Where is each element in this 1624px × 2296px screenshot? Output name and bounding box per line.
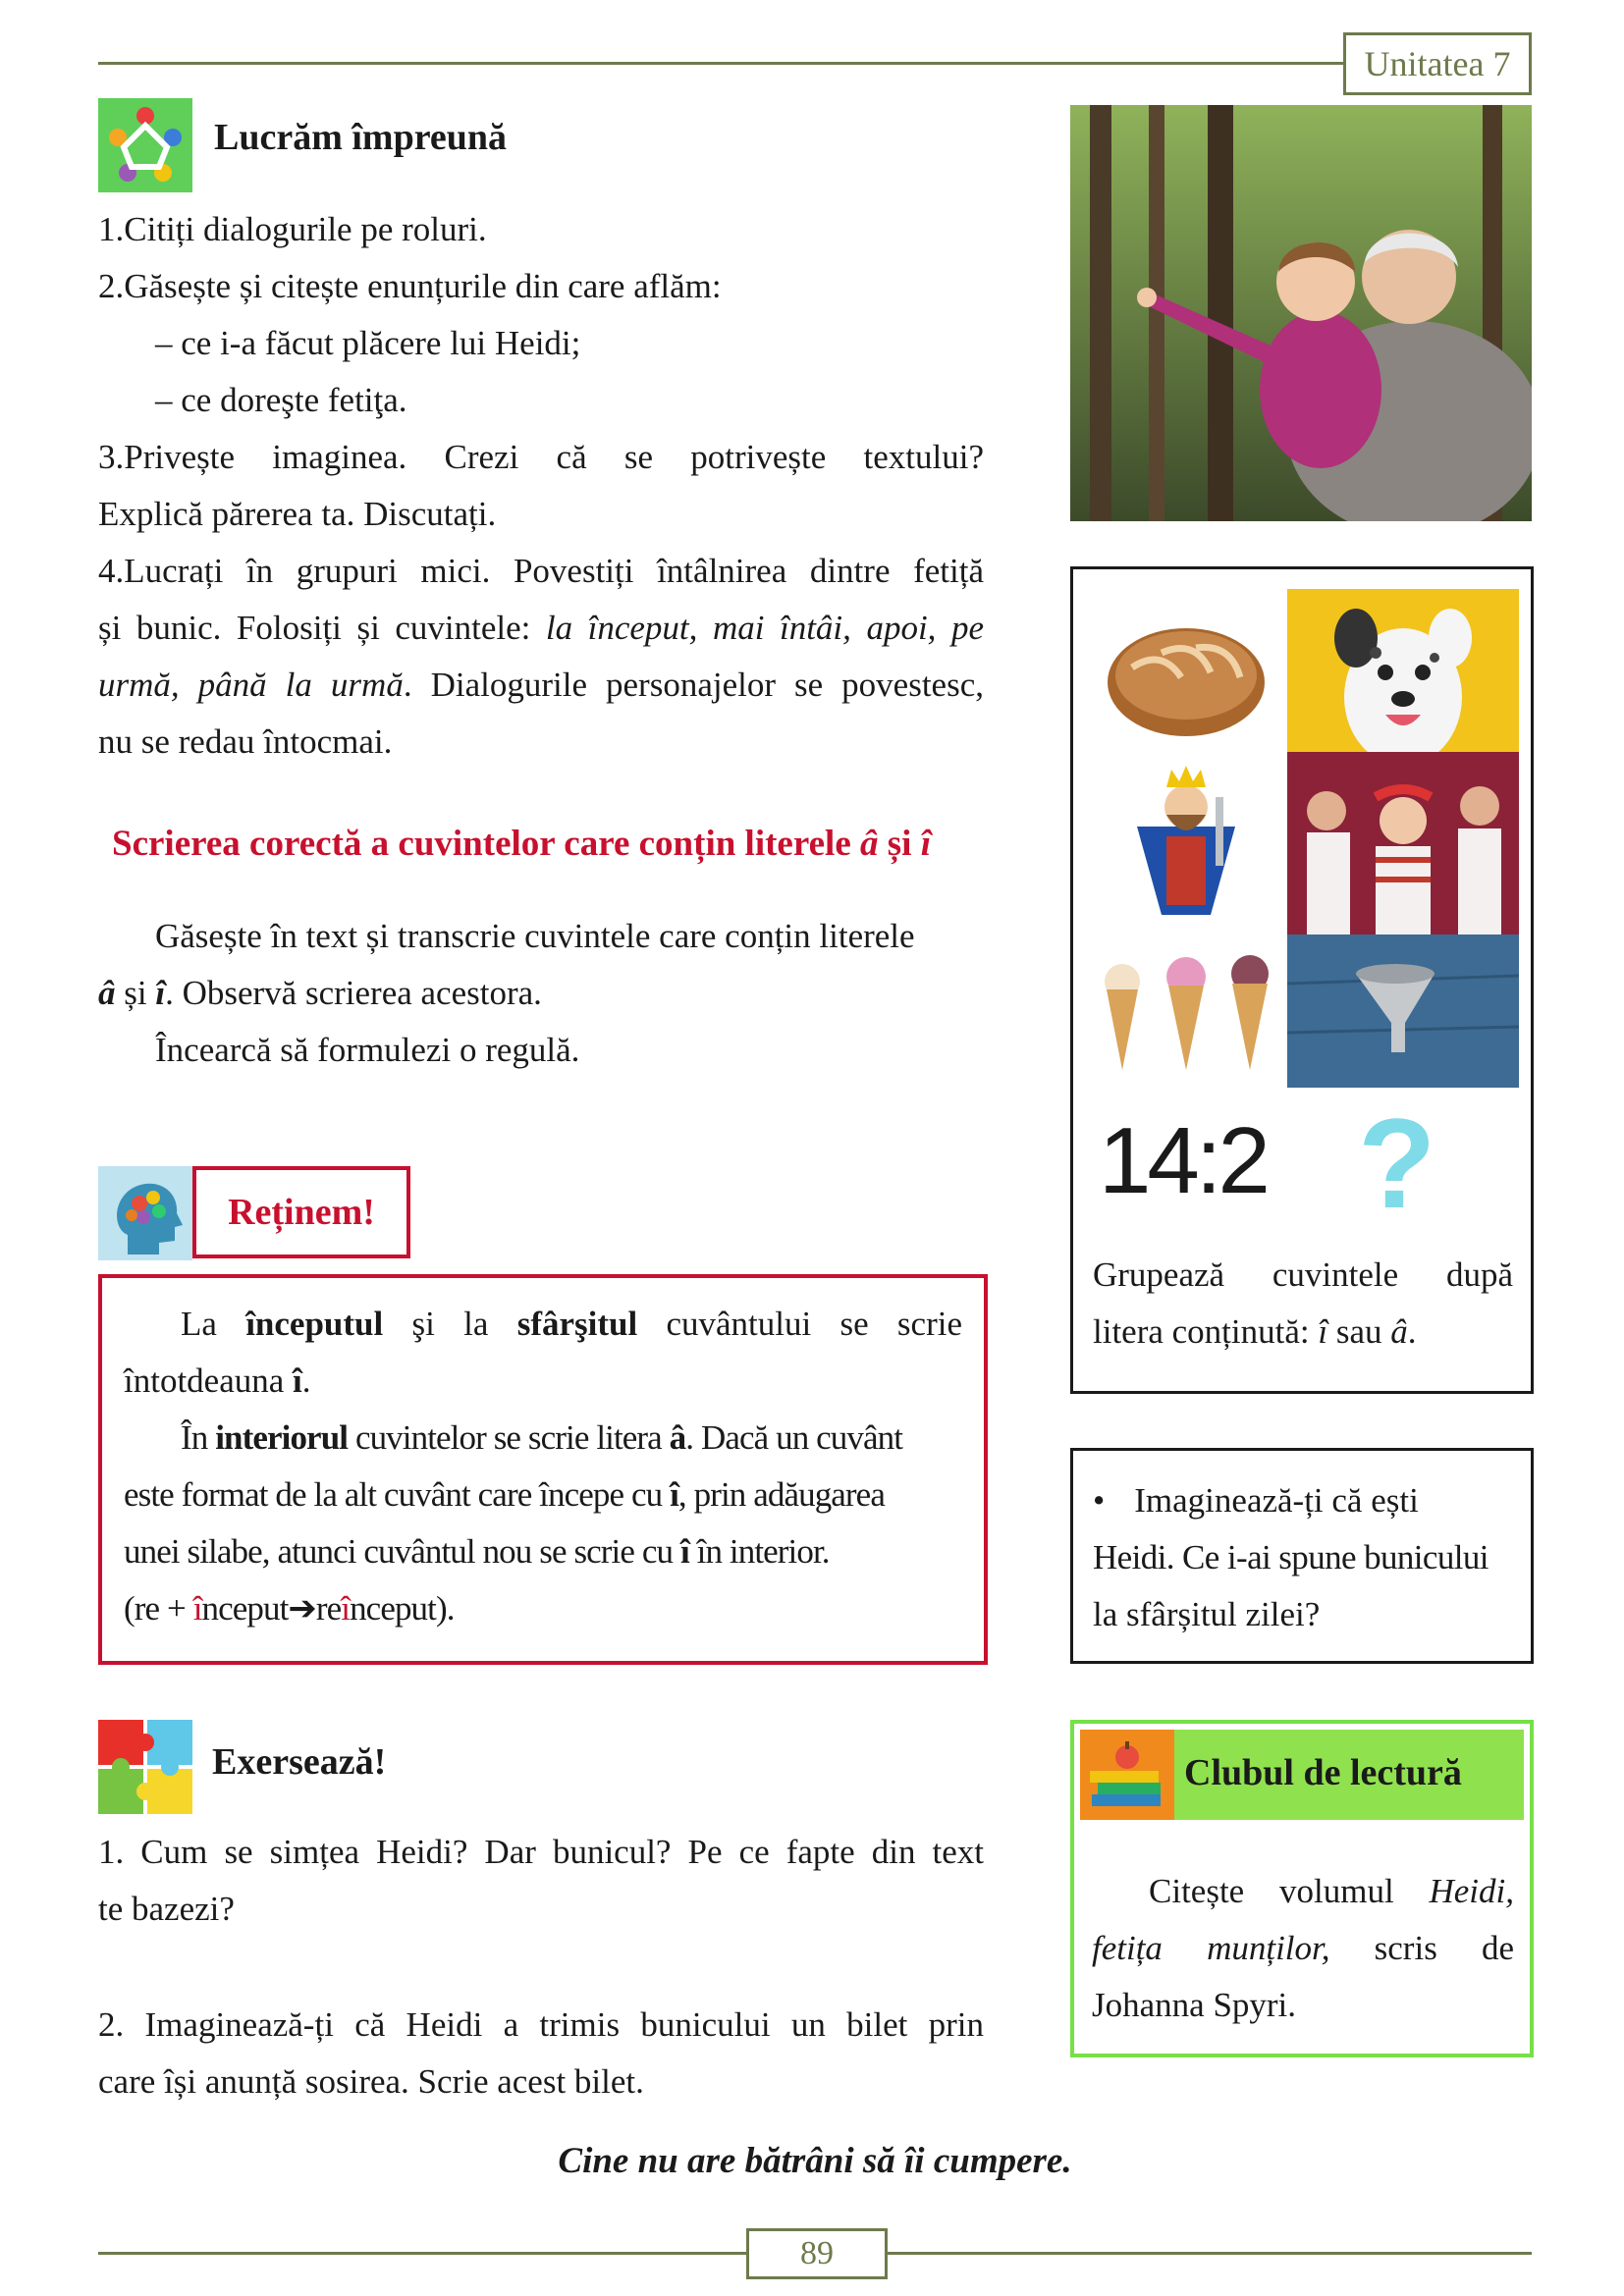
spelling-title bbox=[112, 823, 931, 865]
text: Imaginează-ți că ești bbox=[1134, 1481, 1419, 1520]
imagine-panel bbox=[1070, 1448, 1534, 1664]
list-item-italic: urmă, până la urmă bbox=[98, 666, 404, 704]
text-line bbox=[1092, 1920, 1514, 1977]
text-line bbox=[1092, 1863, 1514, 1920]
list-item bbox=[98, 600, 984, 657]
rule-line bbox=[124, 1580, 962, 1637]
text: unei silabe, atunci cuvântul nou se scrie cu bbox=[124, 1532, 680, 1571]
spelling-p3: Încearcă să formulezi o regulă. bbox=[155, 1031, 580, 1069]
rule-line bbox=[124, 1523, 962, 1580]
letter-a: â bbox=[860, 824, 879, 864]
spelling-body bbox=[98, 908, 984, 1079]
text: nceput bbox=[201, 1589, 289, 1628]
text: sau bbox=[1327, 1312, 1391, 1351]
list-item: 1.Citiți dialogurile pe roluri. bbox=[98, 210, 487, 248]
list-item: – ce doreşte fetiţa. bbox=[155, 381, 407, 419]
exercise-q1: 1. Cum se simțea Heidi? Dar bunicul? Pe ce fapte din text bbox=[98, 1833, 984, 1871]
text: şi la bbox=[383, 1305, 517, 1343]
question-mark-icon: ? bbox=[1358, 1092, 1436, 1235]
bullet: • bbox=[1093, 1481, 1106, 1520]
text: re bbox=[315, 1589, 342, 1628]
red-letter: î bbox=[192, 1589, 202, 1628]
exercise-q2: 2. Imaginează-ți că Heidi a trimis bunicului un bilet prin bbox=[98, 2005, 984, 2044]
ice-cream-icon bbox=[1093, 942, 1279, 1080]
letter-a: â bbox=[98, 974, 116, 1012]
header-rule bbox=[98, 62, 1343, 65]
text: litera conținută: bbox=[1093, 1312, 1319, 1351]
rule-line bbox=[124, 1410, 962, 1467]
reading-club-header bbox=[1080, 1730, 1524, 1820]
list-item bbox=[98, 657, 984, 714]
list-item: Explică părerea ta. Discutați. bbox=[98, 495, 497, 533]
rule-line bbox=[124, 1296, 962, 1353]
bold-text: î bbox=[670, 1475, 678, 1514]
book-title: fetița munților, bbox=[1092, 1929, 1330, 1967]
text: (re + bbox=[124, 1589, 193, 1628]
team-icon bbox=[98, 98, 192, 192]
section-title-exercise: Exersează! bbox=[212, 1741, 387, 1783]
exercise-q1: te bazezi? bbox=[98, 1890, 235, 1928]
text-line: Heidi. Ce i-ai spune bunicului bbox=[1093, 1538, 1489, 1576]
imagine-text bbox=[1093, 1472, 1525, 1643]
word: după bbox=[1445, 1255, 1513, 1294]
text-line bbox=[1093, 1304, 1513, 1361]
reading-club-panel bbox=[1070, 1720, 1534, 2057]
text-line bbox=[1093, 1472, 1525, 1529]
letter-a: â bbox=[1390, 1312, 1408, 1351]
bread-icon bbox=[1103, 609, 1270, 746]
red-letter: î bbox=[341, 1589, 351, 1628]
dog-photo bbox=[1287, 589, 1519, 752]
list-item-text: . Dialogurile personajelor se povestesc, bbox=[403, 666, 984, 704]
list-item-text: și bunic. Folosiți și cuvintele: bbox=[98, 609, 546, 647]
text: În bbox=[181, 1418, 216, 1457]
page-number: 89 bbox=[746, 2228, 888, 2279]
list-item-italic: la început, mai întâi, apoi, pe bbox=[545, 609, 984, 647]
letter-i: î bbox=[1318, 1312, 1328, 1351]
list-item: 4.Lucrați în grupuri mici. Povestiți întâlnirea dintre fetiță bbox=[98, 552, 984, 590]
spelling-title-and: și bbox=[878, 824, 921, 864]
funnel-photo bbox=[1287, 934, 1519, 1088]
spelling-p2 bbox=[98, 965, 984, 1022]
remember-label-box bbox=[192, 1166, 410, 1258]
text: scris de bbox=[1329, 1929, 1514, 1967]
text: cuvintelor se scrie litera bbox=[348, 1418, 670, 1457]
text: este format de la alt cuvânt care începe cu bbox=[124, 1475, 671, 1514]
grouping-panel bbox=[1070, 566, 1534, 1394]
bold-text: â bbox=[669, 1418, 686, 1457]
list-item: – ce i-a făcut plăcere lui Heidi; bbox=[155, 324, 581, 362]
text: La bbox=[181, 1305, 246, 1343]
text: , prin adăugarea bbox=[677, 1475, 885, 1514]
puzzle-icon bbox=[98, 1720, 192, 1814]
exercise-q2: care își anunță sosirea. Scrie acest bilet. bbox=[98, 2062, 644, 2101]
remember-label: Reținem! bbox=[228, 1192, 375, 1233]
text-line: Johanna Spyri. bbox=[1092, 1986, 1297, 2024]
folk-dancers-photo bbox=[1287, 752, 1519, 934]
word: cuvintele bbox=[1272, 1255, 1399, 1294]
bold-text: începutul bbox=[245, 1305, 384, 1343]
text: . Observă scrierea acestora. bbox=[165, 974, 542, 1012]
grouping-text bbox=[1093, 1247, 1513, 1361]
bold-text: î bbox=[293, 1362, 302, 1400]
spelling-p1: Găsește în text și transcrie cuvintele care conțin literele bbox=[155, 917, 915, 955]
reading-club-title: Clubul de lectură bbox=[1184, 1752, 1462, 1793]
bold-text: î bbox=[679, 1532, 689, 1571]
text-line bbox=[1093, 1247, 1513, 1304]
list-item: nu se redau întocmai. bbox=[98, 722, 393, 761]
letter-i: î bbox=[920, 824, 931, 864]
text: întotdeauna bbox=[124, 1362, 294, 1400]
bold-text: sfârşitul bbox=[516, 1305, 638, 1343]
number-label: 14:2 bbox=[1099, 1108, 1267, 1213]
text: . Dacă un cuvânt bbox=[685, 1418, 903, 1457]
text: cuvântului se scrie bbox=[637, 1305, 963, 1343]
rule-line bbox=[124, 1353, 962, 1410]
king-icon bbox=[1122, 758, 1250, 925]
exercise-body bbox=[98, 1824, 984, 2110]
word: Grupează bbox=[1093, 1255, 1225, 1294]
photo-grandfather-girl bbox=[1070, 105, 1532, 521]
proverb: Cine nu are bătrâni să îi cumpere. bbox=[558, 2141, 1072, 2181]
book-title: Heidi, bbox=[1429, 1872, 1514, 1910]
remember-box bbox=[98, 1274, 988, 1665]
text: în interior. bbox=[688, 1532, 830, 1571]
list-item: 2.Găsește și citește enunțurile din care aflăm: bbox=[98, 267, 722, 305]
unit-label: Unitatea 7 bbox=[1343, 32, 1532, 95]
text: . bbox=[1407, 1312, 1417, 1351]
text: nceput). bbox=[350, 1589, 455, 1628]
reading-club-text bbox=[1092, 1863, 1514, 2034]
text: și bbox=[115, 974, 156, 1012]
letter-i: î bbox=[155, 974, 166, 1012]
books-apple-icon bbox=[1080, 1730, 1174, 1820]
section-title-work-together: Lucrăm împreună bbox=[214, 117, 508, 158]
spelling-title-text: Scrierea corectă a cuvintelor care conțin literele bbox=[112, 824, 860, 864]
text: Citește volumul bbox=[1149, 1872, 1430, 1910]
rule-line bbox=[124, 1467, 962, 1523]
text: . bbox=[301, 1362, 311, 1400]
list-item: 3.Privește imaginea. Crezi că se potrivește textului? bbox=[98, 438, 984, 476]
arrow-icon: ➔ bbox=[288, 1589, 316, 1628]
text-line: la sfârșitul zilei? bbox=[1093, 1595, 1321, 1633]
bold-text: interiorul bbox=[215, 1418, 349, 1457]
spacer bbox=[98, 1938, 984, 1997]
brain-head-icon bbox=[98, 1166, 192, 1260]
work-together-list bbox=[98, 201, 984, 771]
